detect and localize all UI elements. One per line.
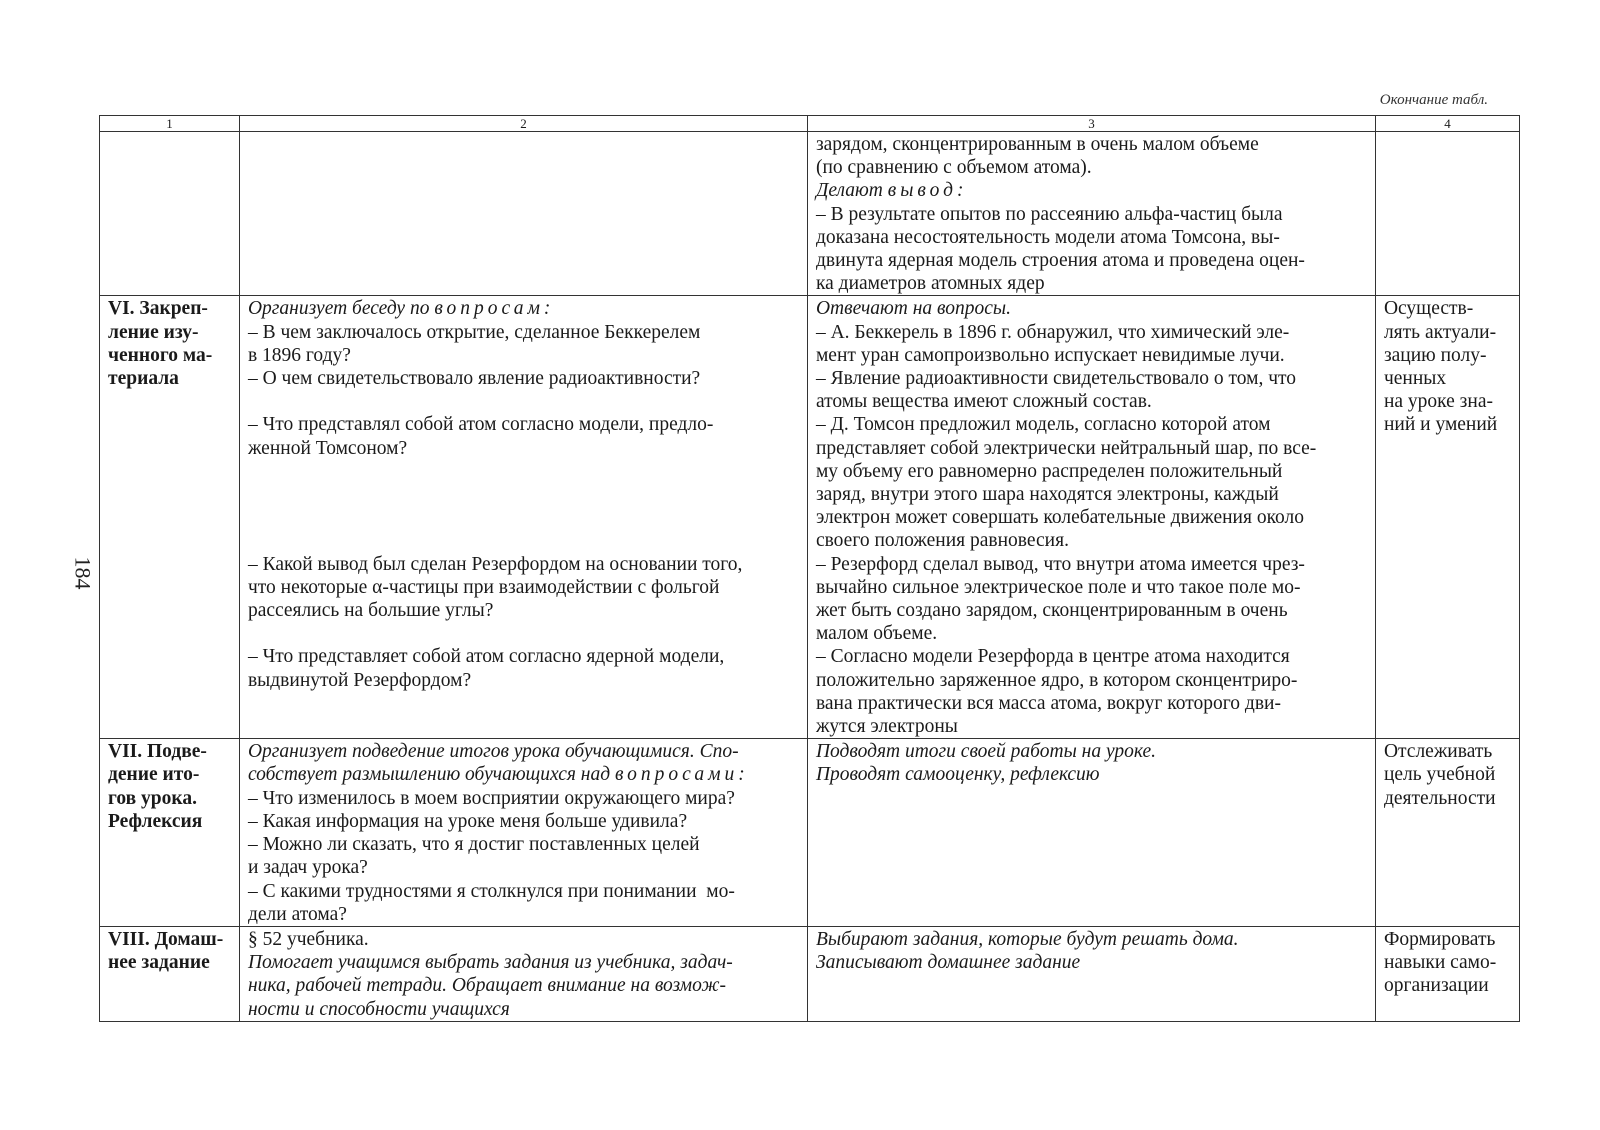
- cell-students-viii: Выбирают задания, которые будут решать дома. Записывают домашнее задание: [807, 926, 1375, 1021]
- cell-students-vii: Подводят итоги своей работы на уроке. Проводят самооценку, рефлексию: [807, 739, 1375, 927]
- lesson-plan-table: [99, 115, 1520, 1022]
- column-number-2: 2: [239, 116, 807, 132]
- cell-stage-vii: VII. Подве- дение ито- гов урока. Рефлексия: [100, 739, 240, 927]
- table-caption: Окончание табл.: [1379, 92, 1488, 108]
- cell-outcome-empty: [1375, 132, 1519, 296]
- column-number-3: 3: [807, 116, 1375, 132]
- cell-outcome-vi: Осуществ- лять актуали- зацию полу- ченных на уроке зна- ний и умений: [1375, 296, 1519, 739]
- table-row-viii: [100, 926, 1520, 1021]
- table-row-continuation: [100, 132, 1520, 296]
- cell-stage-vi: VI. Закреп- ление изу- ченного ма- териала: [100, 296, 240, 739]
- cell-students-vi: Отвечают на вопросы. – А. Беккерель в 1896 г. обнаружил, что химический эле- мент уран самопроизвольно испускает невидимые лучи. – Явление радиоактивности свидетельствовало о том, что атомы вещества имеют сложный состав. – Д. Томсон предложил модель, согласно которой атом представляет собой электрически нейтральный шар, по все- му объему его равномерно распределен положительный заряд, внутри этого шара находятся электроны, каждый электрон может совершать колебательные движения около своего положения равновесия. – Резерфорд сделал вывод, что внутри атома имеется чрез- вычайно сильное электрическое поле и что такое поле мо- жет быть создано зарядом, сконцентрированным в очень малом объеме. – Согласно модели Резерфорда в центре атома находится положительно заряженное ядро, в котором сконцентриро- вана практически вся масса атома, вокруг которого дви- жутся электроны: [807, 296, 1375, 739]
- cell-teacher-viii: § 52 учебника. Помогает учащимся выбрать задания из учебника, задач- ника, рабочей тетради. Обращает внимание на возмож- ности и способности учащихся: [239, 926, 807, 1021]
- column-number-4: 4: [1375, 116, 1519, 132]
- cell-stage-viii: VIII. Домаш- нее задание: [100, 926, 240, 1021]
- cell-stage-empty: [100, 132, 240, 296]
- cell-outcome-viii: Формировать навыки само- организации: [1375, 926, 1519, 1021]
- page-number: 184: [70, 556, 96, 590]
- column-number-row: [100, 116, 1520, 132]
- cell-teacher-empty: [239, 132, 807, 296]
- cell-teacher-vi: Организует беседу по вопросам: – В чем заключалось открытие, сделанное Беккерелем в 1896 году? – О чем свидетельствовало явление радиоактивности? – Что представлял собой атом согласно модели, предло- женной Томсоном? – Какой вывод был сделан Резерфордом на основании того, что некоторые α-частицы при взаимодействии с фольгой рассеялись на большие углы? – Что представляет собой атом согласно ядерной модели, выдвинутой Резерфордом?: [239, 296, 807, 739]
- table-row-vii: [100, 739, 1520, 927]
- cell-outcome-vii: Отслеживать цель учебной деятельности: [1375, 739, 1519, 927]
- cell-teacher-vii: Организует подведение итогов урока обучающимися. Спо- собствует размышлению обучающихся над вопросами: – Что изменилось в моем восприятии окружающего мира? – Какая информация на уроке меня больше удивила? – Можно ли сказать, что я достиг поставленных целей и задач урока? – С какими трудностями я столкнулся при понимании мо- дели атома?: [239, 739, 807, 927]
- column-number-1: 1: [100, 116, 240, 132]
- table-row-vi: [100, 296, 1520, 739]
- cell-students-continuation: зарядом, сконцентрированным в очень малом объеме (по сравнению с объемом атома). Делают вывод: – В результате опытов по рассеянию альфа-частиц была доказана несостоятельность модели атома Томсона, вы- двинута ядерная модель строения атома и проведена оцен- ка диаметров атомных ядер: [807, 132, 1375, 296]
